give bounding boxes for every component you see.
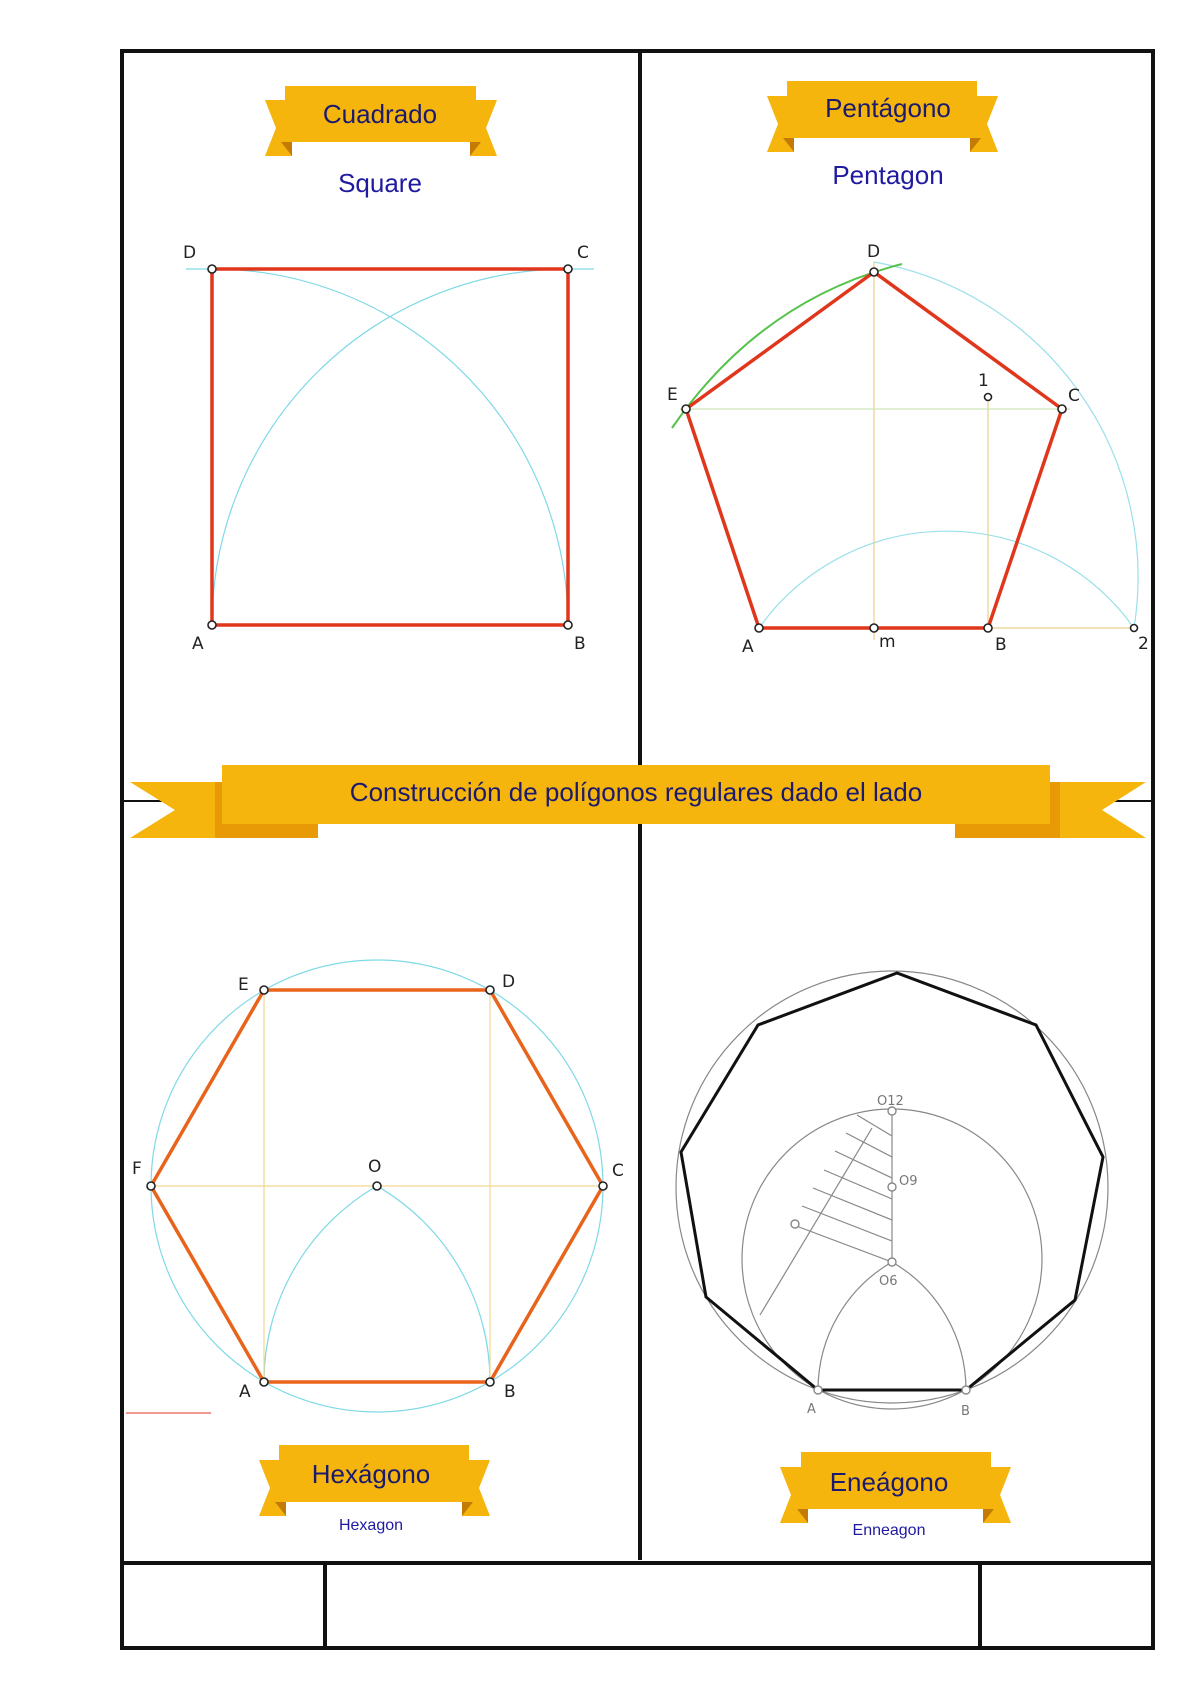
hexagon-construction [126, 960, 603, 1413]
hexagon-subtitle: Hexagon [338, 1517, 404, 1534]
enneagon-ribbon-label: Eneágono [829, 1467, 949, 1497]
banner-title: Construcción de polígonos regulares dado el lado [349, 777, 923, 807]
enneagon-vertices [791, 1107, 970, 1394]
hexagon-point-o: O [368, 1157, 382, 1177]
pentagon-subtitle: Pentagon [832, 160, 944, 190]
pentagon-construction [672, 262, 1138, 640]
pentagon-panel [667, 81, 1149, 657]
pentagon-point-b: B [995, 635, 1007, 655]
square-point-d: D [183, 243, 197, 263]
enneagon-point-o12: O12 [877, 1094, 904, 1109]
hexagon-panel [126, 960, 624, 1534]
hexagon-point-f: F [132, 1159, 142, 1179]
pentagon-ribbon [767, 81, 998, 152]
hexagon-point-c: C [612, 1161, 624, 1181]
hexagon-point-d: D [502, 972, 516, 992]
enneagon-point-a: A [807, 1402, 816, 1417]
hexagon-point-e: E [238, 975, 249, 995]
enneagon-ribbon [780, 1452, 1011, 1523]
hexagon-ribbon-label: Hexágono [311, 1459, 431, 1489]
square-construction [186, 269, 594, 625]
square-point-b: B [574, 634, 586, 654]
pentagon-point-2: 2 [1138, 634, 1149, 654]
pentagon-point-m: m [879, 632, 896, 652]
hexagon-point-b: B [504, 1382, 516, 1402]
hexagon-point-a: A [239, 1382, 251, 1402]
enneagon-point-o6: O6 [879, 1274, 898, 1289]
square-vertices [208, 265, 572, 629]
enneagon-point-b: B [961, 1404, 970, 1419]
enneagon-panel [676, 971, 1108, 1539]
pentagon-point-e: E [667, 385, 678, 405]
outer-border [122, 51, 1153, 1648]
enneagon-point-o9: O9 [899, 1174, 918, 1189]
hexagon-ribbon [259, 1445, 490, 1516]
square-subtitle: Square [338, 168, 422, 198]
enneagon-subtitle: Enneagon [852, 1522, 926, 1539]
pentagon-point-a: A [742, 637, 754, 657]
sheet-frame [122, 51, 1153, 1648]
square-panel [183, 86, 594, 654]
square-point-c: C [577, 243, 589, 263]
pentagon-ribbon-label: Pentágono [825, 93, 951, 123]
pentagon-point-c: C [1068, 386, 1080, 406]
pentagon-point-1: 1 [978, 371, 989, 391]
square-ribbon [265, 86, 497, 156]
square-ribbon-label: Cuadrado [322, 99, 438, 129]
pentagon-point-d: D [867, 242, 881, 262]
square-point-a: A [192, 634, 204, 654]
square-shape [212, 269, 568, 625]
pentagon-vertices [682, 268, 1138, 632]
